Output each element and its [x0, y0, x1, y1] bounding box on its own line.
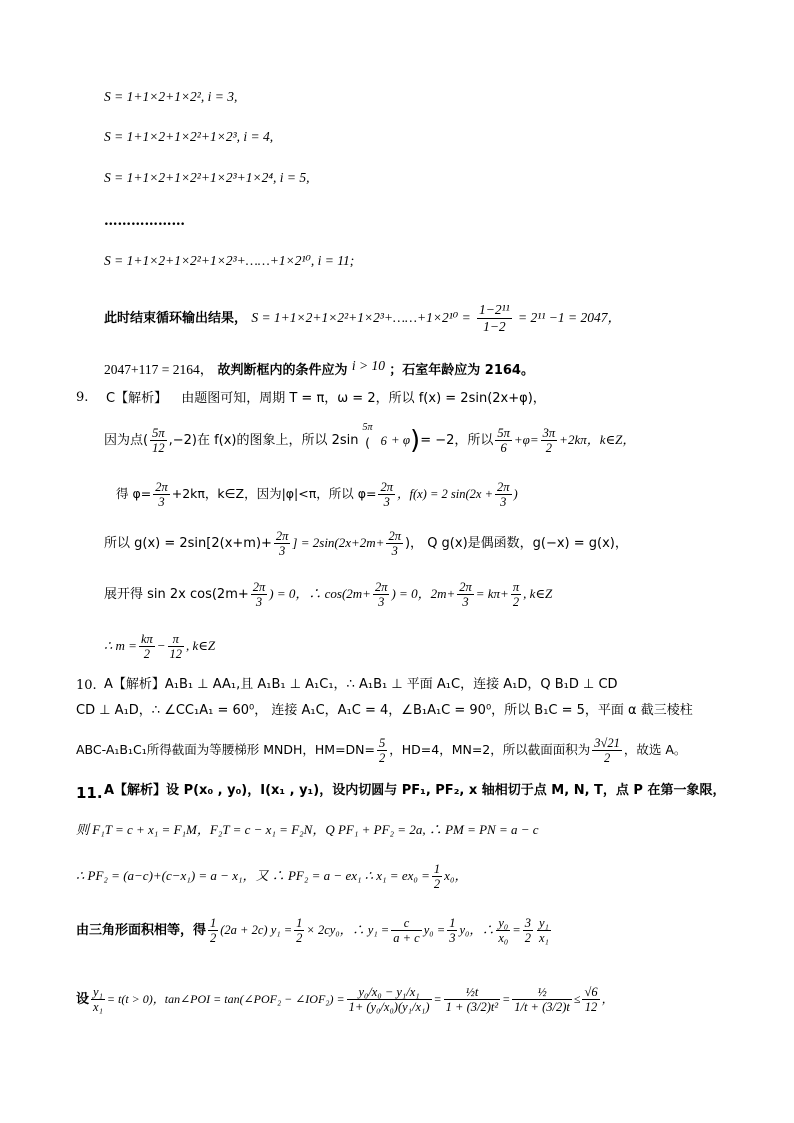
q9-line-1	[0, 390, 794, 408]
t: ≤	[573, 992, 581, 1006]
q10-line-2	[0, 702, 794, 720]
n: ½t	[444, 985, 500, 1000]
n: 2π	[275, 529, 289, 543]
t: × 2cy₀，∴ y₁ =	[306, 923, 390, 937]
t: ，故选 A。	[623, 742, 687, 757]
t: 展开得 sin 2x cos(2m+	[104, 587, 249, 602]
n: 2π	[252, 580, 266, 594]
age-line	[0, 357, 794, 380]
frac	[495, 426, 512, 455]
t: ，HD=4，MN=2，所以截面面积为	[389, 742, 591, 757]
t: 设	[76, 992, 90, 1007]
q9-number: 9.	[76, 390, 89, 405]
t: =	[502, 992, 511, 1006]
d: 12	[169, 647, 183, 661]
t: ，	[601, 992, 614, 1006]
d: 12	[584, 1000, 598, 1014]
frac	[373, 580, 390, 609]
t: 得 φ=	[116, 486, 152, 501]
d: 3	[158, 495, 165, 509]
d: 6	[500, 441, 507, 455]
n: 1	[433, 862, 441, 876]
frac	[495, 480, 512, 509]
t: )	[513, 487, 518, 501]
n: 2π	[388, 529, 401, 543]
frac	[378, 480, 395, 509]
d: 2	[545, 441, 553, 455]
frac	[251, 580, 268, 609]
q9-line-3	[0, 480, 794, 509]
frac	[457, 580, 474, 609]
age-text2: ；石室年龄应为 2164。	[389, 363, 534, 378]
t: ] = 2sin(2x+2m+	[292, 535, 385, 550]
age-math: 2047+117 = 2164，	[104, 362, 214, 377]
q10-number: 10.	[76, 678, 97, 693]
t: x₀，	[444, 868, 468, 883]
frac	[91, 985, 105, 1014]
n: √6	[584, 985, 598, 999]
t: CD ⊥ A₁D，∴ ∠CC₁A₁ = 60⁰， 连接 A₁C，A₁C = 4，∠B₁A₁C = 90⁰，所以 B₁C = 5，平面 α 截三棱柱	[76, 703, 693, 718]
expr: S = 1+1×2+1×2²+1×2³+……+1×2¹⁰, i = 11;	[104, 253, 355, 268]
d: 3	[391, 544, 398, 558]
result-text: 此时结束循环输出结果，	[104, 311, 248, 326]
age-cond: i > 10	[351, 358, 385, 373]
t: + φ	[390, 432, 411, 447]
t: 因为点(	[104, 433, 149, 448]
t: =	[433, 992, 442, 1006]
n: 1	[296, 916, 303, 930]
frac	[139, 632, 155, 661]
result-sum: S = 1+1×2+1×2²+1×2³+……+1×2¹⁰ =	[251, 310, 471, 325]
q11-line-5	[0, 985, 794, 1014]
frac	[444, 985, 500, 1014]
d: 2	[296, 931, 303, 945]
t: ) = 0，2m+	[391, 586, 456, 601]
t: 由三角形面积相等，得	[76, 923, 207, 938]
n: 3π	[542, 426, 556, 440]
d: 2	[512, 595, 520, 609]
n: y₀	[498, 916, 509, 930]
q11-number: 11.	[76, 784, 103, 802]
d: 12	[152, 441, 165, 455]
loop-line-2	[0, 128, 794, 146]
d: 3	[462, 595, 469, 609]
q9-text-1: 由题图可知，周期 T = π，ω = 2，所以 f(x) = 2sin(2x+φ)，	[181, 391, 546, 406]
n: ½	[512, 985, 572, 1000]
n: π	[168, 632, 185, 647]
t: = t(t > 0)，tan∠POI = tan(∠POF₂ − ∠IOF₂) =	[106, 992, 345, 1006]
d: 2	[379, 751, 386, 765]
frac	[150, 426, 167, 455]
frac	[592, 736, 622, 765]
frac	[512, 985, 572, 1014]
t: ,−2)在 f(x)的图象上，所以 2sin	[168, 433, 359, 448]
t: y₀，∴	[459, 923, 495, 937]
q11-line-4	[0, 916, 794, 945]
t: A【解析】设 P(x₀ , y₀)，I(x₁ , y₁)，设内切圆与 PF₁, PF₂, x 轴相切于点 M, N, T，点 P 在第一象限，	[104, 783, 726, 798]
n: 2π	[497, 480, 510, 494]
n: π	[512, 580, 520, 594]
t: +2kπ，k∈Z，	[559, 432, 636, 447]
n: 5π	[362, 421, 373, 433]
frac	[391, 916, 421, 945]
q10-line-3	[0, 736, 794, 765]
n: 5	[379, 736, 386, 750]
n: kπ	[140, 632, 153, 646]
frac	[294, 916, 304, 945]
n: 2π	[459, 580, 472, 594]
t: )， Q g(x)是偶函数，g(−x) = g(x)，	[404, 536, 628, 551]
d: a + c	[393, 931, 420, 945]
frac	[274, 529, 291, 558]
t: +φ=	[513, 432, 539, 447]
frac-den: 1−2	[483, 319, 506, 334]
q9-line-2	[0, 421, 794, 456]
frac	[511, 580, 521, 609]
d: x₁	[93, 1000, 103, 1014]
d: 1/t + (3/2)t	[514, 1000, 570, 1014]
frac	[377, 736, 387, 765]
t: ∴ PF₂ = (a−c)+(c−x₁) = a − x₁，又 ∴ PF₂ = a − ex₁ ∴ x₁ = ex₀ =	[76, 868, 430, 883]
n: 1	[210, 916, 217, 930]
loop-line-3	[0, 169, 794, 187]
frac	[447, 916, 457, 945]
d: 2	[603, 751, 611, 765]
t: y₀ =	[423, 923, 446, 937]
ellipsis-dots: ………………	[104, 213, 185, 229]
t: , k∈Z	[186, 638, 216, 653]
q11-line-1	[0, 782, 794, 800]
frac	[432, 862, 442, 891]
d: 3	[378, 595, 385, 609]
d: 3	[500, 495, 507, 509]
loop-line-final	[0, 252, 794, 270]
d: 3	[255, 595, 263, 609]
loop-line-1	[0, 88, 794, 106]
t: A【解析】A₁B₁ ⊥ AA₁,且 A₁B₁ ⊥ A₁C₁，∴ A₁B₁ ⊥ 平面 A₁C，连接 A₁D，Q B₁D ⊥ CD	[104, 677, 618, 692]
d: 6	[380, 433, 387, 448]
t: ∴ m =	[104, 638, 137, 653]
frac	[496, 916, 510, 945]
d: x₀	[498, 931, 509, 945]
q9-head: C【解析】	[106, 391, 168, 406]
t: 所以 g(x) = 2sin[2(x+m)+	[104, 536, 272, 551]
expr: S = 1+1×2+1×2²+1×2³, i = 4,	[104, 129, 274, 144]
d: 2	[524, 931, 531, 945]
t: (2a + 2c) y₁ =	[220, 923, 293, 937]
frac	[153, 480, 170, 509]
frac	[347, 985, 432, 1014]
q9-line-6	[0, 632, 794, 661]
age-text: 故判断框内的条件应为	[217, 363, 348, 378]
t: = −2，所以	[420, 433, 494, 448]
frac	[541, 426, 558, 455]
t: ，f(x) = 2 sin(2x +	[396, 487, 493, 501]
frac	[361, 421, 375, 453]
n: 5π	[497, 426, 510, 440]
result-frac	[477, 302, 512, 335]
d: 1+ (y₀/x₀)(y₁/x₁)	[348, 1000, 430, 1014]
t: ) = 0，∴ cos(2m+	[269, 586, 371, 601]
result-line	[0, 302, 794, 335]
n: y₁	[93, 985, 103, 999]
d: 3	[279, 544, 286, 558]
frac	[386, 529, 403, 558]
frac	[582, 985, 599, 1014]
n: y₁	[538, 916, 549, 930]
q10-line-1	[0, 676, 794, 694]
n: 2π	[155, 480, 168, 494]
frac	[379, 434, 389, 448]
d: 2	[143, 647, 150, 661]
t: = kπ+	[475, 586, 509, 601]
t: 则 F₁T = c + x₁ = F₁M，F₂T = c − x₁ = F₂N，Q PF₁ + PF₂ = 2a, ∴ PM = PN = a − c	[76, 822, 539, 837]
d: 1 + (3/2)t²	[445, 1000, 499, 1014]
n: c	[391, 916, 421, 931]
d: 3	[383, 495, 390, 509]
q9-line-4	[0, 529, 794, 558]
frac	[208, 916, 218, 945]
frac-num: 1−2¹¹	[479, 302, 510, 317]
t: −	[156, 638, 166, 653]
result-tail: = 2¹¹ −1 = 2047，	[518, 310, 621, 325]
paren: )	[410, 425, 421, 456]
q9-line-5	[0, 580, 794, 609]
d: 2	[210, 931, 217, 945]
expr: S = 1+1×2+1×2²+1×2³+1×2⁴, i = 5,	[104, 170, 310, 185]
paren: (	[365, 435, 370, 450]
d: 2	[433, 877, 441, 891]
n: 5π	[152, 426, 165, 440]
frac	[523, 916, 533, 945]
d: 3	[449, 931, 456, 945]
t: , k∈Z	[523, 586, 553, 601]
n: 1	[449, 916, 456, 930]
n: 2π	[380, 480, 393, 494]
n: 3	[524, 916, 531, 930]
q11-line-2	[0, 821, 794, 840]
n: 3√21	[594, 736, 620, 750]
frac	[168, 632, 185, 661]
frac	[537, 916, 551, 945]
n: 2π	[374, 580, 388, 594]
t: ABC-A₁B₁C₁所得截面为等腰梯形 MNDH，HM=DN=	[76, 742, 375, 757]
n: y₀/x₀ − y₁/x₁	[347, 985, 432, 1000]
t: =	[512, 923, 521, 937]
t: +2kπ，k∈Z，因为|φ|<π，所以 φ=	[171, 486, 377, 501]
d: x₁	[538, 931, 549, 945]
q11-line-3	[0, 862, 794, 891]
expr: S = 1+1×2+1×2², i = 3,	[104, 89, 238, 104]
